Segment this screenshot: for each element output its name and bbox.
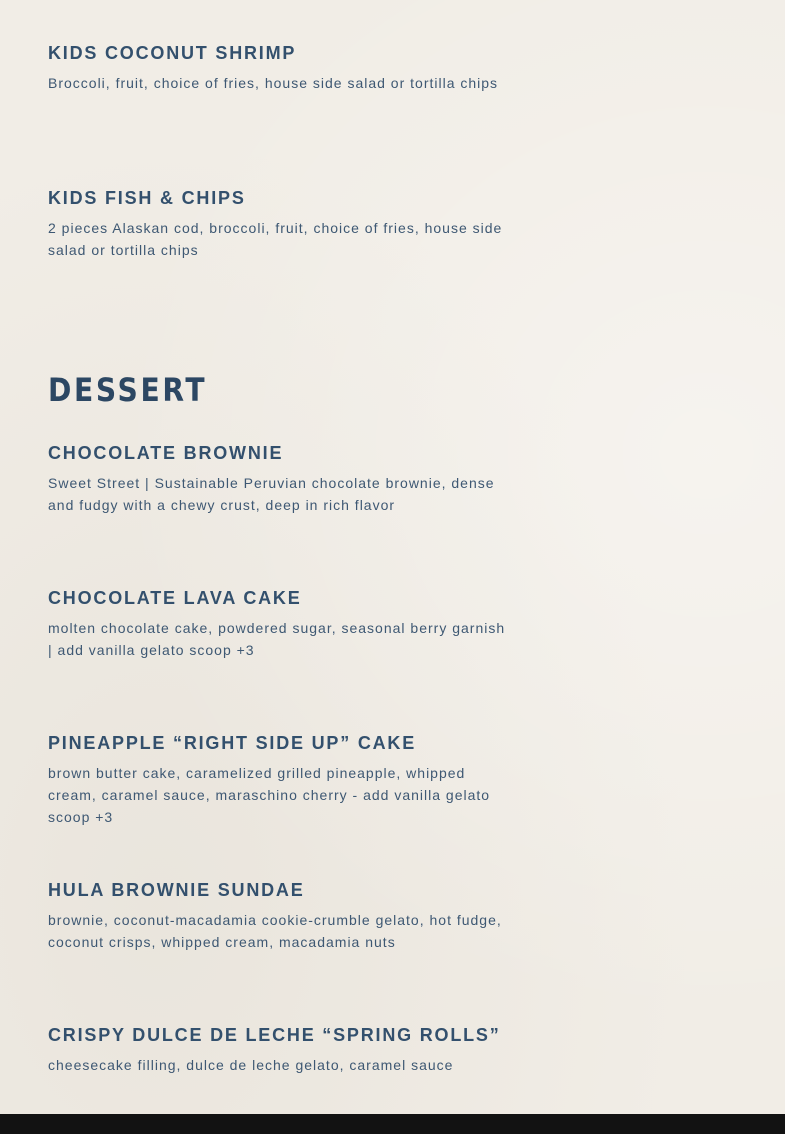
menu-item-description: molten chocolate cake, powdered sugar, seasonal berry garnish | add vanilla gelato scoop +3 xyxy=(48,620,506,658)
dessert-section-heading: DESSERT xyxy=(48,371,208,409)
menu-item-chocolate-lava-cake xyxy=(48,587,508,661)
menu-item-title: PINEAPPLE “RIGHT SIDE UP” CAKE xyxy=(48,733,417,753)
menu-item-title: CHOCOLATE LAVA CAKE xyxy=(48,588,302,608)
menu-item-description: 2 pieces Alaskan cod, broccoli, fruit, choice of fries, house side salad or tortilla chips xyxy=(48,220,503,258)
menu-item-description: brownie, coconut-macadamia cookie-crumble gelato, hot fudge, coconut crisps, whipped cream, macadamia nuts xyxy=(48,912,502,950)
menu-item-description: Broccoli, fruit, choice of fries, house side salad or tortilla chips xyxy=(48,75,499,91)
menu-item-kids-fish-chips xyxy=(48,187,508,261)
menu-item-chocolate-brownie xyxy=(48,442,508,516)
menu-item-description: brown butter cake, caramelized grilled pineapple, whipped cream, caramel sauce, maraschino cherry - add vanilla gelato scoop +3 xyxy=(48,765,491,825)
footer-bar xyxy=(0,1114,785,1134)
menu-item-kids-coconut-shrimp xyxy=(48,42,508,94)
menu-item-title: KIDS COCONUT SHRIMP xyxy=(48,43,297,63)
menu-item-title: CHOCOLATE BROWNIE xyxy=(48,443,284,463)
menu-item-title: KIDS FISH & CHIPS xyxy=(48,188,246,208)
menu-item-pineapple-cake xyxy=(48,732,508,828)
menu-item-description: cheesecake filling, dulce de leche gelato, caramel sauce xyxy=(48,1057,454,1073)
menu-item-crispy-dulce-de-leche xyxy=(48,1024,508,1076)
menu-item-title: HULA BROWNIE SUNDAE xyxy=(48,880,305,900)
menu-item-hula-brownie-sundae xyxy=(48,879,508,953)
menu-item-title: CRISPY DULCE DE LECHE “SPRING ROLLS” xyxy=(48,1025,501,1045)
menu-item-description: Sweet Street | Sustainable Peruvian chocolate brownie, dense and fudgy with a chewy crust, deep in rich flavor xyxy=(48,475,495,513)
